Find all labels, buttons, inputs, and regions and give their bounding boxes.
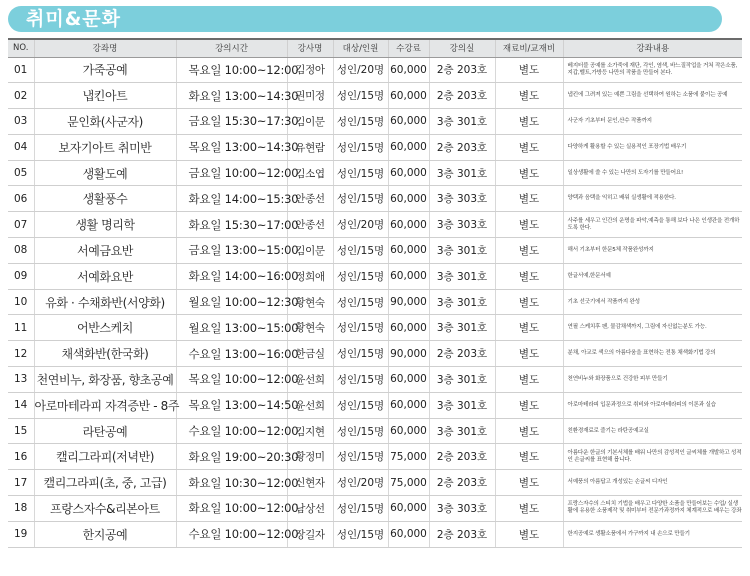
course-material: 별도 bbox=[495, 160, 563, 186]
course-fee: 60,000 bbox=[388, 57, 429, 83]
table-row bbox=[8, 186, 742, 212]
course-target: 성인/15명 bbox=[333, 134, 388, 160]
course-teacher: 한금실 bbox=[287, 341, 333, 367]
course-room: 3층 301호 bbox=[429, 238, 495, 264]
course-target: 성인/15명 bbox=[333, 521, 388, 547]
course-number: 18 bbox=[8, 496, 34, 522]
course-description: 양택과 음택을 익히고 배워 실생활에 적용한다. bbox=[563, 186, 742, 212]
course-fee: 60,000 bbox=[388, 418, 429, 444]
course-target: 성인/15명 bbox=[333, 315, 388, 341]
course-fee: 60,000 bbox=[388, 160, 429, 186]
course-name: 문인화(사군자) bbox=[34, 109, 176, 135]
course-name: 냅킨아트 bbox=[34, 83, 176, 109]
course-room: 2층 203호 bbox=[429, 341, 495, 367]
course-target: 성인/15명 bbox=[333, 418, 388, 444]
course-room: 2층 203호 bbox=[429, 83, 495, 109]
course-name: 어반스케치 bbox=[34, 315, 176, 341]
course-description: 베지터블 공예를 소가죽에 재단, 각인, 염색, 바느질작업을 거쳐 작은소품, 지갑,벨트,가방등 나만의 작품을 만들어 본다. bbox=[563, 57, 742, 83]
course-fee: 60,000 bbox=[388, 109, 429, 135]
course-material: 별도 bbox=[495, 521, 563, 547]
course-name: 한지공예 bbox=[34, 521, 176, 547]
course-name: 서예화요반 bbox=[34, 263, 176, 289]
course-number: 08 bbox=[8, 238, 34, 264]
course-time: 수요일 10:00~12:00 bbox=[176, 418, 287, 444]
table-row bbox=[8, 341, 742, 367]
course-fee: 60,000 bbox=[388, 134, 429, 160]
course-fee: 60,000 bbox=[388, 83, 429, 109]
table-row bbox=[8, 212, 742, 238]
table-row bbox=[8, 418, 742, 444]
course-teacher: 정희애 bbox=[287, 263, 333, 289]
section-title: 취미&문화 bbox=[26, 8, 121, 30]
course-time: 금요일 13:00~15:00 bbox=[176, 238, 287, 264]
course-room: 2층 203호 bbox=[429, 470, 495, 496]
course-description: 다양하게 활용할 수 있는 실용적인 포장기법 배우기 bbox=[563, 134, 742, 160]
course-description: 사주를 세우고 인간의 운명을 파악,예측을 통해 보다 나은 인생관을 전개하도록 한다. bbox=[563, 212, 742, 238]
table-row bbox=[8, 470, 742, 496]
course-description: 냅킨에 그려져 있는 예쁜 그림을 선택하여 원하는 소품에 붙이는 공예 bbox=[563, 83, 742, 109]
course-description: 기초 선긋기에서 작품까지 완성 bbox=[563, 289, 742, 315]
course-time: 목요일 13:00~14:30 bbox=[176, 134, 287, 160]
course-fee: 60,000 bbox=[388, 392, 429, 418]
course-material: 별도 bbox=[495, 57, 563, 83]
course-number: 12 bbox=[8, 341, 34, 367]
course-time: 금요일 10:00~12:00 bbox=[176, 160, 287, 186]
course-teacher: 권미정 bbox=[287, 83, 333, 109]
course-description: 한지공예로 생활소품에서 가구까지 내 손으로 만들기 bbox=[563, 521, 742, 547]
table-row bbox=[8, 289, 742, 315]
course-name: 캘리그라피(저녁반) bbox=[34, 444, 176, 470]
course-target: 성인/15명 bbox=[333, 341, 388, 367]
course-target: 성인/15명 bbox=[333, 392, 388, 418]
course-name: 유화 · 수채화반(서양화) bbox=[34, 289, 176, 315]
course-teacher: 안종선 bbox=[287, 186, 333, 212]
course-time: 화요일 14:00~15:30 bbox=[176, 186, 287, 212]
course-teacher: 김이문 bbox=[287, 238, 333, 264]
header-material: 재료비/교재비 bbox=[495, 39, 563, 57]
course-target: 성인/20명 bbox=[333, 470, 388, 496]
course-material: 별도 bbox=[495, 392, 563, 418]
course-room: 3층 301호 bbox=[429, 263, 495, 289]
course-fee: 60,000 bbox=[388, 367, 429, 393]
course-material: 별도 bbox=[495, 315, 563, 341]
course-target: 성인/15명 bbox=[333, 238, 388, 264]
table-row bbox=[8, 57, 742, 83]
course-fee: 90,000 bbox=[388, 289, 429, 315]
course-description: 사군자 기초부터 문인,산수 작품까지 bbox=[563, 109, 742, 135]
course-fee: 75,000 bbox=[388, 470, 429, 496]
table-row bbox=[8, 238, 742, 264]
course-description: 일상생활에 쓸 수 있는 나만의 도자기를 만들어요! bbox=[563, 160, 742, 186]
course-name: 서예금요반 bbox=[34, 238, 176, 264]
course-fee: 60,000 bbox=[388, 238, 429, 264]
course-description: 천연비누와 화장품으로 건강한 피부 만들기 bbox=[563, 367, 742, 393]
course-room: 3층 303호 bbox=[429, 186, 495, 212]
course-number: 10 bbox=[8, 289, 34, 315]
table-row bbox=[8, 315, 742, 341]
course-name: 아로마테라피 자격증반 - 8주 bbox=[34, 392, 176, 418]
course-description: 친환경재료로 즐기는 라탄공예교실 bbox=[563, 418, 742, 444]
course-room: 3층 301호 bbox=[429, 315, 495, 341]
course-name: 라탄공예 bbox=[34, 418, 176, 444]
course-time: 월요일 10:00~12:30 bbox=[176, 289, 287, 315]
course-time: 금요일 15:30~17:30 bbox=[176, 109, 287, 135]
course-number: 03 bbox=[8, 109, 34, 135]
course-room: 3층 301호 bbox=[429, 289, 495, 315]
table-row bbox=[8, 444, 742, 470]
table-row bbox=[8, 134, 742, 160]
course-time: 화요일 13:00~14:30 bbox=[176, 83, 287, 109]
course-teacher: 유현람 bbox=[287, 134, 333, 160]
course-material: 별도 bbox=[495, 367, 563, 393]
course-fee: 60,000 bbox=[388, 521, 429, 547]
course-description: 아로마테라피 입문과정으로 취비와 아로마테라피의 이론과 실습 bbox=[563, 392, 742, 418]
course-material: 별도 bbox=[495, 212, 563, 238]
course-time: 화요일 10:00~12:00 bbox=[176, 496, 287, 522]
course-material: 별도 bbox=[495, 109, 563, 135]
course-fee: 60,000 bbox=[388, 186, 429, 212]
course-material: 별도 bbox=[495, 341, 563, 367]
course-description: 분채, 아교로 색으의 아름다움을 표현하는 전통 채색화기법 강의 bbox=[563, 341, 742, 367]
course-name: 채색화반(한국화) bbox=[34, 341, 176, 367]
course-target: 성인/15명 bbox=[333, 83, 388, 109]
section-title-bar bbox=[8, 6, 722, 32]
course-number: 02 bbox=[8, 83, 34, 109]
course-fee: 60,000 bbox=[388, 212, 429, 238]
course-room: 3층 303호 bbox=[429, 212, 495, 238]
course-material: 별도 bbox=[495, 238, 563, 264]
course-target: 성인/15명 bbox=[333, 444, 388, 470]
course-table bbox=[8, 38, 742, 548]
course-teacher: 안종선 bbox=[287, 212, 333, 238]
course-name: 프랑스자수&리본아트 bbox=[34, 496, 176, 522]
course-time: 목요일 10:00~12:00 bbox=[176, 367, 287, 393]
course-target: 성인/20명 bbox=[333, 57, 388, 83]
table-row bbox=[8, 392, 742, 418]
course-target: 성인/15명 bbox=[333, 263, 388, 289]
course-teacher: 윤선희 bbox=[287, 367, 333, 393]
table-row bbox=[8, 263, 742, 289]
course-room: 3층 303호 bbox=[429, 496, 495, 522]
course-teacher: 김지현 bbox=[287, 418, 333, 444]
course-teacher: 남상선 bbox=[287, 496, 333, 522]
course-number: 14 bbox=[8, 392, 34, 418]
course-target: 성인/15명 bbox=[333, 496, 388, 522]
course-number: 09 bbox=[8, 263, 34, 289]
course-teacher: 김이문 bbox=[287, 109, 333, 135]
course-time: 수요일 13:00~16:00 bbox=[176, 341, 287, 367]
course-number: 01 bbox=[8, 57, 34, 83]
course-number: 11 bbox=[8, 315, 34, 341]
header-course-name: 강좌명 bbox=[34, 39, 176, 57]
course-name: 생활 명리학 bbox=[34, 212, 176, 238]
course-target: 성인/15명 bbox=[333, 367, 388, 393]
course-room: 2층 203호 bbox=[429, 134, 495, 160]
course-material: 별도 bbox=[495, 496, 563, 522]
course-fee: 60,000 bbox=[388, 496, 429, 522]
table-row bbox=[8, 367, 742, 393]
course-time: 화요일 10:30~12:00 bbox=[176, 470, 287, 496]
course-number: 15 bbox=[8, 418, 34, 444]
table-row bbox=[8, 109, 742, 135]
course-fee: 75,000 bbox=[388, 444, 429, 470]
course-target: 성인/15명 bbox=[333, 289, 388, 315]
course-time: 수요일 10:00~12:00 bbox=[176, 521, 287, 547]
course-fee: 60,000 bbox=[388, 263, 429, 289]
course-room: 2층 203호 bbox=[429, 57, 495, 83]
header-teacher: 강사명 bbox=[287, 39, 333, 57]
header-description: 강좌내용 bbox=[563, 39, 742, 57]
course-time: 화요일 19:00~20:30 bbox=[176, 444, 287, 470]
course-target: 성인/15명 bbox=[333, 109, 388, 135]
course-fee: 60,000 bbox=[388, 315, 429, 341]
course-target: 성인/15명 bbox=[333, 160, 388, 186]
course-time: 화요일 15:30~17:00 bbox=[176, 212, 287, 238]
course-name: 캘리그라피(초, 중, 고급) bbox=[34, 470, 176, 496]
course-time: 화요일 14:00~16:00 bbox=[176, 263, 287, 289]
course-teacher: 김소엽 bbox=[287, 160, 333, 186]
table-row bbox=[8, 160, 742, 186]
course-number: 04 bbox=[8, 134, 34, 160]
course-room: 3층 301호 bbox=[429, 392, 495, 418]
course-time: 목요일 10:00~12:00 bbox=[176, 57, 287, 83]
header-room: 강의실 bbox=[429, 39, 495, 57]
course-number: 07 bbox=[8, 212, 34, 238]
course-material: 별도 bbox=[495, 263, 563, 289]
course-material: 별도 bbox=[495, 83, 563, 109]
course-name: 가죽공예 bbox=[34, 57, 176, 83]
course-material: 별도 bbox=[495, 418, 563, 444]
course-room: 2층 203호 bbox=[429, 521, 495, 547]
course-teacher: 황정미 bbox=[287, 444, 333, 470]
course-description: 프랑스자수의 스티치 기법을 배우고 다양한 소품을 만들어보는 수업/ 실생활에 유용한 소품제작 및 취미부터 전문가과정까지 체계적으로 배우는 강좌 bbox=[563, 496, 742, 522]
course-time: 월요일 13:00~15:00 bbox=[176, 315, 287, 341]
course-room: 3층 301호 bbox=[429, 418, 495, 444]
course-teacher: 신현자 bbox=[287, 470, 333, 496]
course-target: 성인/20명 bbox=[333, 212, 388, 238]
course-number: 06 bbox=[8, 186, 34, 212]
course-number: 05 bbox=[8, 160, 34, 186]
course-material: 별도 bbox=[495, 134, 563, 160]
course-description: 아름다운 한글의 기본서체를 배워 나만의 감성적인 글씨체를 개발하고 성적인 손글씨를 표현해 봅니다. bbox=[563, 444, 742, 470]
header-target: 대상/인원 bbox=[333, 39, 388, 57]
course-number: 13 bbox=[8, 367, 34, 393]
course-number: 16 bbox=[8, 444, 34, 470]
course-room: 3층 301호 bbox=[429, 109, 495, 135]
table-row bbox=[8, 496, 742, 522]
course-material: 별도 bbox=[495, 289, 563, 315]
course-teacher: 황현숙 bbox=[287, 315, 333, 341]
course-fee: 90,000 bbox=[388, 341, 429, 367]
course-name: 보자기아트 취미반 bbox=[34, 134, 176, 160]
course-teacher: 장길자 bbox=[287, 521, 333, 547]
course-description: 해서 기초부터 한문5체 작품완성까지 bbox=[563, 238, 742, 264]
course-description: 서예풍의 아름답고 개성있는 손글씨 디자인 bbox=[563, 470, 742, 496]
course-material: 별도 bbox=[495, 470, 563, 496]
course-name: 천연비누, 화장품, 향초공예 bbox=[34, 367, 176, 393]
table-header-row bbox=[8, 39, 742, 57]
course-description: 한글서예,한문서예 bbox=[563, 263, 742, 289]
course-room: 2층 203호 bbox=[429, 444, 495, 470]
table-row bbox=[8, 521, 742, 547]
course-description: 연필 스케치후 펜, 물감채색까지, 그림에 자신없는분도 가능. bbox=[563, 315, 742, 341]
course-target: 성인/15명 bbox=[333, 186, 388, 212]
course-teacher: 황현숙 bbox=[287, 289, 333, 315]
course-name: 생활풍수 bbox=[34, 186, 176, 212]
header-time: 강의시간 bbox=[176, 39, 287, 57]
course-material: 별도 bbox=[495, 444, 563, 470]
table-row bbox=[8, 83, 742, 109]
course-material: 별도 bbox=[495, 186, 563, 212]
course-teacher: 윤선희 bbox=[287, 392, 333, 418]
course-number: 19 bbox=[8, 521, 34, 547]
course-name: 생활도예 bbox=[34, 160, 176, 186]
course-number: 17 bbox=[8, 470, 34, 496]
course-time: 목요일 13:00~14:50 bbox=[176, 392, 287, 418]
course-room: 3층 301호 bbox=[429, 160, 495, 186]
header-no: NO. bbox=[8, 39, 34, 57]
header-fee: 수강료 bbox=[388, 39, 429, 57]
course-teacher: 김정아 bbox=[287, 57, 333, 83]
course-room: 3층 301호 bbox=[429, 367, 495, 393]
